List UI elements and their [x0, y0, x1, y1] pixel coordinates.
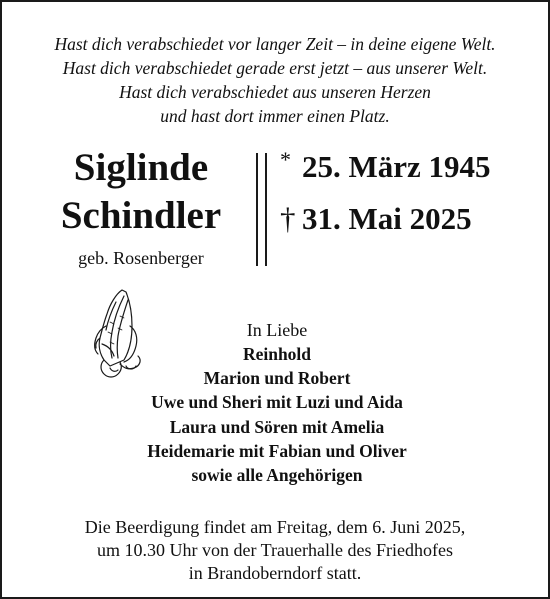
divider-line: [256, 153, 258, 266]
last-name: Schindler: [60, 194, 222, 237]
mourner-name: Laura und Sören mit Amelia: [169, 416, 385, 437]
first-name: Siglinde: [73, 146, 209, 189]
mourner-name: Marion und Robert: [203, 368, 351, 389]
funeral-info: [2, 516, 548, 585]
poem-line: Hast dich verabschiedet gerade erst jetzt – aus unserer Welt.: [62, 58, 488, 78]
mourner-name: sowie alle Angehörigen: [191, 465, 363, 486]
poem-line: Hast dich verabschiedet vor langer Zeit – in deine eigene Welt.: [54, 34, 496, 54]
death-date-row: [280, 199, 491, 239]
poem-line: Hast dich verabschiedet aus unseren Herzen: [119, 82, 431, 102]
death-date: 31. Mai 2025: [302, 201, 472, 236]
mourner-name: Heidemarie mit Fabian und Oliver: [147, 440, 407, 461]
mourner-name: Uwe und Sheri mit Luzi und Aida: [151, 392, 403, 413]
birth-date: 25. März 1945: [302, 149, 491, 184]
funeral-line: um 10.30 Uhr von der Trauerhalle des Friedhofes: [97, 540, 453, 560]
birth-star-icon: *: [280, 147, 291, 172]
mourner-list: [72, 342, 482, 487]
maiden-name: geb. Rosenberger: [78, 248, 204, 268]
deceased-name-block: [36, 144, 246, 270]
mourners-intro: In Liebe: [246, 320, 308, 340]
mourners: [72, 318, 482, 487]
divider-line: [265, 153, 267, 266]
funeral-line: in Brandoberndorf statt.: [188, 563, 362, 583]
life-dates: [280, 147, 491, 239]
poem-line: und hast dort immer einen Platz.: [160, 106, 390, 126]
birth-date-row: [280, 147, 491, 187]
funeral-line: Die Beerdigung findet am Freitag, dem 6. Juni 2025,: [84, 517, 466, 537]
poem: [2, 32, 548, 128]
cross-icon: †: [280, 201, 296, 236]
mourner-name: Reinhold: [242, 344, 312, 364]
